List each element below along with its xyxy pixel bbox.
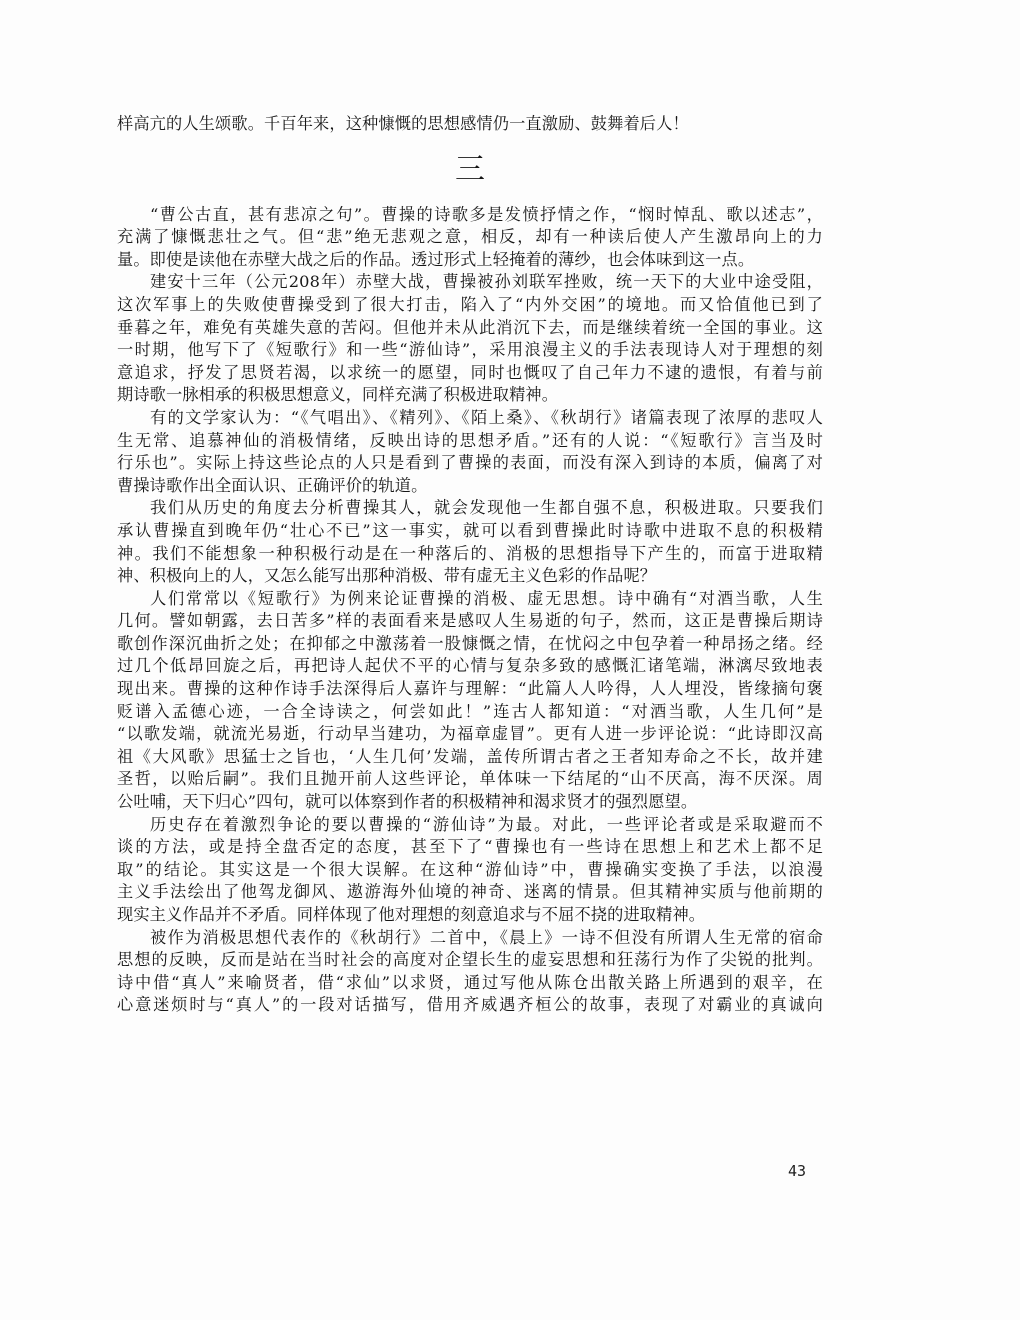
body-text bbox=[117, 113, 823, 1017]
text-line: 心意迷烦时与“真人”的一段对话描写，借用齐威遇齐桓公的故事，表现了对霸业的真诚向 bbox=[117, 995, 823, 1015]
text-line: 现出来。曹操的这种作诗手法深得后人嘉许与理解：“此篇人人吟得，人人埋没，皆缘摘句褒 bbox=[117, 679, 823, 699]
text-line: 垂暮之年，难免有英雄失意的苦闷。但他并未从此消沉下去，而是继续着统一全国的事业。这 bbox=[117, 317, 823, 337]
text-line: 我们从历史的角度去分析曹操其人，就会发现他一生都自强不息，积极进取。只要我们 bbox=[150, 498, 823, 518]
text-line: 这次军事上的失败使曹操受到了很大打击，陷入了“内外交困”的境地。而又恰值他已到了 bbox=[117, 294, 823, 314]
text-line: 充满了慷慨悲壮之气。但“悲”绝无悲观之意，相反，却有一种读后使人产生激昂向上的力 bbox=[117, 227, 823, 247]
text-line: 祖《大风歌》思猛士之旨也，‘人生几何’发端，盖传所谓古者之王者知寿命之不长，故并建 bbox=[117, 746, 823, 766]
text-line: 意追求，抒发了思贤若渴，以求统一的愿望，同时也慨叹了自己年力不逮的遗恨，有着与前 bbox=[117, 362, 823, 382]
text-line: 圣哲，以贻后嗣”。我们且抛开前人这些评论，单体味一下结尾的“山不厌高，海不厌深。周 bbox=[117, 769, 823, 789]
page-number: 43 bbox=[788, 1162, 807, 1180]
text-line: 神。我们不能想象一种积极行动是在一种落后的、消极的思想指导下产生的，而富于进取精 bbox=[117, 543, 823, 563]
text-line: 承认曹操直到晚年仍“壮心不已”这一事实，就可以看到曹操此时诗歌中进取不息的积极精 bbox=[117, 520, 823, 540]
text-line: 诗中借“真人”来喻贤者，借“求仙”以求贤，通过写他从陈仓出散关路上所遇到的艰辛，在 bbox=[117, 972, 823, 992]
text-line: 现实主义作品并不矛盾。同样体现了他对理想的刻意追求与不屈不挠的进取精神。 bbox=[117, 905, 706, 924]
text-line: 贬谱入孟德心迹，一合全诗读之，何尝如此！”连古人都知道：“对酒当歌，人生几何”是 bbox=[117, 701, 823, 721]
text-line: 生无常、追慕神仙的消极情绪，反映出诗的思想矛盾。”还有的人说：“《短歌行》言当及时 bbox=[117, 430, 823, 450]
text-line: 样高亢的人生颂歌。千百年来，这种慷慨的思想感情仍一直激励、鼓舞着后人！ bbox=[117, 114, 689, 133]
text-line: 曹操诗歌作出全面认识、正确评价的轨道。 bbox=[117, 475, 428, 495]
text-line: 取”的结论。其实这是一个很大误解。在这种“游仙诗”中，曹操确实变换了手法，以浪漫 bbox=[117, 859, 823, 879]
text-line: 行乐也”。实际上持这些论点的人只是看到了曹操的表面，而没有深入到诗的本质，偏离了对 bbox=[117, 453, 823, 473]
text-line: “以歌发端，就流光易逝，行动早当建功，为福章虚冒”。更有人进一步评论说：“此诗即汉高 bbox=[117, 724, 823, 744]
text-line: 建安十三年（公元208年）赤壁大战，曹操被孙刘联军挫败，统一天下的大业中途受阻， bbox=[150, 272, 823, 292]
text-line: 公吐哺，天下归心”四句，就可以体察到作者的积极精神和渴求贤才的强烈愿望。 bbox=[117, 792, 698, 812]
text-line: 人们常常以《短歌行》为例来论证曹操的消极、虚无思想。诗中确有“对酒当歌，人生 bbox=[150, 588, 823, 608]
text-line: 歌创作深沉曲折之处；在抑郁之中激荡着一股慷慨之情，在忧闷之中包孕着一种昂扬之绪。经 bbox=[117, 633, 823, 653]
text-line: “曹公古直，甚有悲凉之句”。曹操的诗歌多是发愤抒情之作，“悯时悼乱、歌以述志”， bbox=[150, 204, 823, 224]
text-line: 思想的反映，反而是站在当时社会的高度对企望长生的虚妄思想和狂荡行为作了尖锐的批判。 bbox=[117, 950, 823, 970]
text-line: 一时期，他写下了《短歌行》和一些“游仙诗”，采用浪漫主义的手法表现诗人对于理想的刻 bbox=[117, 340, 823, 360]
text-line: 被作为消极思想代表作的《秋胡行》二首中，《晨上》一诗不但没有所谓人生无常的宿命 bbox=[150, 927, 823, 947]
section-heading: 三 bbox=[455, 151, 485, 187]
text-line: 有的文学家认为：“《气唱出》、《精列》、《陌上桑》、《秋胡行》诸篇表现了浓厚的悲叹人 bbox=[150, 407, 823, 427]
text-line: 过几个低昂回旋之后，再把诗人起伏不平的心情与复杂多致的感慨汇诸笔端，淋漓尽致地表 bbox=[117, 656, 823, 676]
text-line: 神、积极向上的人，又怎么能写出那种消极、带有虚无主义色彩的作品呢？ bbox=[117, 566, 657, 586]
text-line: 量。即使是读他在赤壁大战之后的作品。透过形式上轻掩着的薄纱，也会体味到这一点。 bbox=[117, 249, 755, 269]
text-line: 期诗歌一脉相承的积极思想意义，同样充满了积极进取精神。 bbox=[117, 385, 559, 405]
text-line: 主义手法绘出了他驾龙御风、遨游海外仙境的神奇、迷离的情景。但其精神实质与他前期的 bbox=[117, 882, 823, 902]
text-line: 历史存在着激烈争论的要以曹操的“游仙诗”为最。对此，一些评论者或是采取避而不 bbox=[150, 814, 823, 834]
text-line: 几何。譬如朝露，去日苦多”样的表面看来是感叹人生易逝的句子，然而，这正是曹操后期诗 bbox=[117, 611, 823, 631]
text-line: 谈的方法，或是持全盘否定的态度，甚至下了“曹操也有一些诗在思想上和艺术上都不足 bbox=[117, 837, 823, 857]
